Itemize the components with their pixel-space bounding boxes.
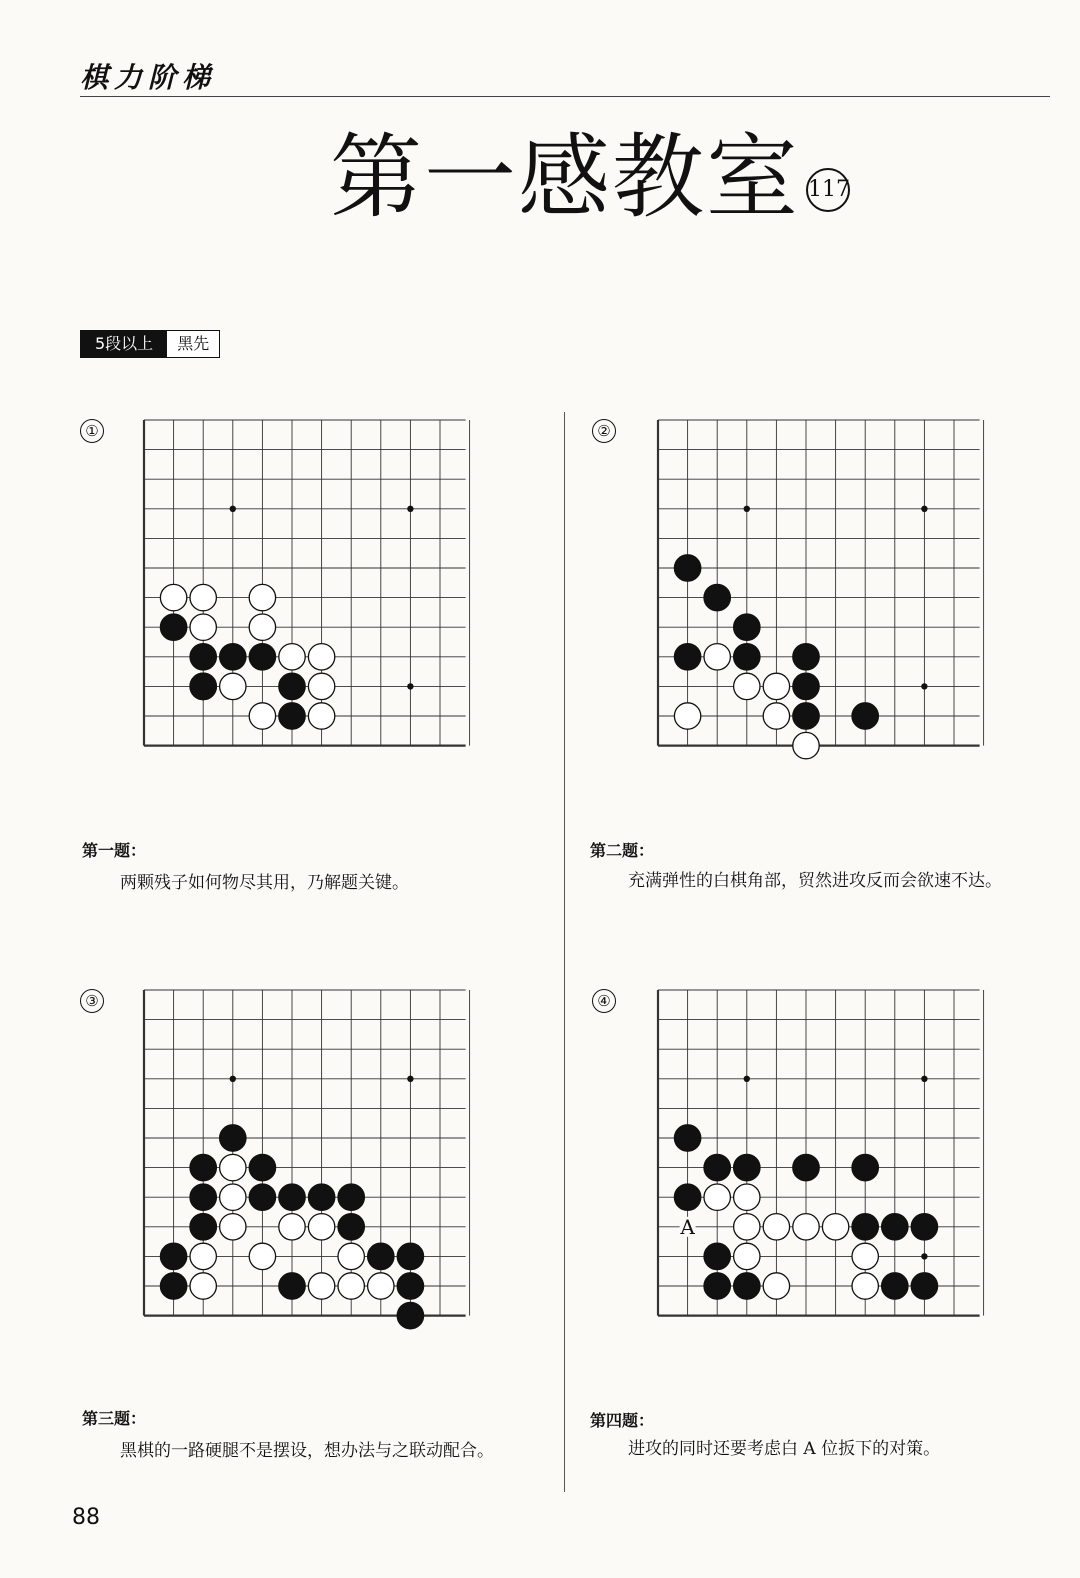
black-stone: [674, 555, 700, 581]
white-stone: [220, 1154, 246, 1180]
star-point: [407, 1076, 413, 1082]
black-stone: [249, 1154, 275, 1180]
black-stone: [279, 1184, 305, 1210]
white-stone: [674, 703, 700, 729]
white-stone: [734, 1184, 760, 1210]
black-stone: [338, 1184, 364, 1210]
white-stone: [220, 1184, 246, 1210]
star-point: [407, 683, 413, 689]
to-play-label: 黑先: [167, 331, 219, 357]
problem-label-1: 第一题：: [82, 841, 147, 860]
white-stone: [249, 614, 275, 640]
white-stone: [249, 1243, 275, 1269]
problem-label-2: 第二题：: [590, 841, 655, 860]
white-stone: [190, 614, 216, 640]
problem-number-3: ③: [80, 989, 104, 1013]
white-stone: [308, 673, 334, 699]
white-stone: [734, 673, 760, 699]
point-label: A: [680, 1214, 695, 1239]
black-stone: [882, 1214, 908, 1240]
problem-text-3: 黑棋的一路硬腿不是摆设，想办法与之联动配合。: [120, 1441, 494, 1461]
white-stone: [338, 1243, 364, 1269]
black-stone: [279, 673, 305, 699]
go-board-4: [654, 984, 1004, 1334]
black-stone: [674, 644, 700, 670]
white-stone: [160, 584, 186, 610]
star-point: [230, 506, 236, 512]
black-stone: [220, 644, 246, 670]
black-stone: [160, 1243, 186, 1269]
black-stone: [704, 1273, 730, 1299]
white-stone: [279, 644, 305, 670]
black-stone: [308, 1184, 334, 1210]
black-stone: [397, 1243, 423, 1269]
column-divider: [564, 412, 565, 1492]
white-stone: [793, 1214, 819, 1240]
black-stone: [911, 1273, 937, 1299]
black-stone: [249, 1184, 275, 1210]
star-point: [744, 506, 750, 512]
black-stone: [911, 1214, 937, 1240]
black-stone: [190, 673, 216, 699]
black-stone: [249, 644, 275, 670]
problem-number-1: ①: [80, 419, 104, 443]
black-stone: [852, 1214, 878, 1240]
black-stone: [793, 644, 819, 670]
black-stone: [734, 1273, 760, 1299]
problem-text-1: 两颗残子如何物尽其用，乃解题关键。: [120, 873, 409, 893]
black-stone: [852, 1154, 878, 1180]
black-stone: [190, 1184, 216, 1210]
black-stone: [852, 703, 878, 729]
page-title: 第一感教室: [330, 124, 801, 231]
white-stone: [852, 1273, 878, 1299]
black-stone: [882, 1273, 908, 1299]
header-rule: [80, 96, 1050, 97]
white-stone: [249, 703, 275, 729]
black-stone: [190, 644, 216, 670]
black-stone: [734, 614, 760, 640]
running-title: 棋力阶梯: [80, 61, 217, 94]
star-point: [921, 1076, 927, 1082]
black-stone: [368, 1243, 394, 1269]
go-board-3: [140, 984, 490, 1348]
black-stone: [220, 1125, 246, 1151]
black-stone: [160, 614, 186, 640]
white-stone: [308, 703, 334, 729]
black-stone: [190, 1214, 216, 1240]
black-stone: [160, 1273, 186, 1299]
white-stone: [704, 644, 730, 670]
problem-label-4: 第四题：: [590, 1411, 655, 1430]
star-point: [921, 683, 927, 689]
black-stone: [734, 644, 760, 670]
white-stone: [734, 1243, 760, 1269]
black-stone: [704, 1243, 730, 1269]
white-stone: [763, 1214, 789, 1240]
problem-label-3: 第三题：: [82, 1409, 147, 1428]
white-stone: [734, 1214, 760, 1240]
white-stone: [852, 1243, 878, 1269]
white-stone: [308, 1214, 334, 1240]
white-stone: [190, 584, 216, 610]
black-stone: [279, 703, 305, 729]
black-stone: [793, 1154, 819, 1180]
black-stone: [674, 1125, 700, 1151]
white-stone: [704, 1184, 730, 1210]
problem-number-4: ④: [592, 989, 616, 1013]
white-stone: [308, 1273, 334, 1299]
white-stone: [308, 644, 334, 670]
black-stone: [793, 703, 819, 729]
star-point: [407, 506, 413, 512]
black-stone: [397, 1273, 423, 1299]
white-stone: [190, 1243, 216, 1269]
black-stone: [734, 1154, 760, 1180]
black-stone: [190, 1154, 216, 1180]
star-point: [230, 1076, 236, 1082]
white-stone: [763, 703, 789, 729]
problem-text-2: 充满弹性的白棋角部，贸然进攻反而会欲速不达。: [628, 871, 1002, 891]
white-stone: [368, 1273, 394, 1299]
page-number: 88: [72, 1505, 100, 1530]
white-stone: [763, 1273, 789, 1299]
rank-label: 5段以上: [81, 331, 167, 357]
white-stone: [822, 1214, 848, 1240]
white-stone: [763, 673, 789, 699]
issue-badge: 117: [806, 168, 850, 212]
black-stone: [338, 1214, 364, 1240]
problem-text-4: 进攻的同时还要考虑白 A 位扳下的对策。: [628, 1439, 941, 1459]
level-tag: [80, 330, 220, 358]
black-stone: [674, 1184, 700, 1210]
black-stone: [704, 584, 730, 610]
white-stone: [220, 1214, 246, 1240]
star-point: [921, 506, 927, 512]
black-stone: [704, 1154, 730, 1180]
black-stone: [397, 1302, 423, 1328]
go-board-1: [140, 414, 490, 764]
problem-number-2: ②: [592, 419, 616, 443]
white-stone: [220, 673, 246, 699]
go-board-2: [654, 414, 1004, 778]
white-stone: [793, 732, 819, 758]
black-stone: [793, 673, 819, 699]
star-point: [921, 1253, 927, 1259]
black-stone: [279, 1273, 305, 1299]
star-point: [744, 1076, 750, 1082]
white-stone: [279, 1214, 305, 1240]
white-stone: [249, 584, 275, 610]
white-stone: [338, 1273, 364, 1299]
white-stone: [190, 1273, 216, 1299]
